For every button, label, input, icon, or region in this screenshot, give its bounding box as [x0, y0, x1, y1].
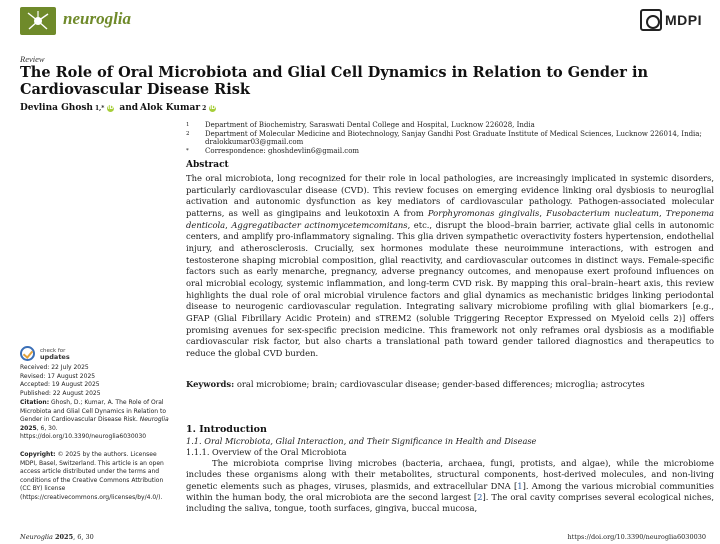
body-part: The microbiota comprise living microbes (bacteria, archaea, fungi, protists, and algae), while the microbiome includes these organisms along with their metabolites, structural components, host-derived molecules, and non-living genetic elements such as phages, viruses, plasmids, and extracellular DNA [: [186, 458, 714, 491]
species-name: Fusobacterium nucleatum: [546, 207, 659, 218]
copyright-block: [20, 451, 170, 503]
citation-year: 2025: [20, 424, 37, 432]
citation-text: Ghosh, D.; Kumar, A. The Role of Oral Microbiota and Glial Cell Dynamics in Relation to Gender in Cardiovascular Disease Risk.: [20, 399, 167, 424]
body-paragraph: [186, 458, 714, 514]
citation-journal: Neuroglia: [139, 416, 169, 424]
reference-link[interactable]: 2: [477, 491, 483, 502]
orcid-icon[interactable]: iD: [107, 104, 114, 111]
section-heading: 1. Introduction: [186, 424, 267, 435]
subsection-heading: 1.1. Oral Microbiota, Glial Interaction, and Their Significance in Health and Disease: [186, 436, 537, 446]
footer-volume: , 6, 30: [73, 533, 94, 541]
affiliation-item: [186, 147, 706, 156]
abstract-part: ,: [539, 207, 547, 218]
author-name[interactable]: Alok Kumar: [140, 103, 201, 113]
affiliation-item: [186, 121, 706, 130]
abstract-part: ,: [225, 219, 232, 230]
citation-doi-link[interactable]: , 6, 30. https://doi.org/10.3390/neuroglia6030030: [20, 424, 147, 441]
copyright-label: Copyright:: [20, 451, 56, 458]
keywords-text: oral microbiome; brain; cardiovascular disease; gender-based differences; microglia; astrocytes: [236, 379, 645, 389]
author-affiliation-mark: 2: [202, 104, 207, 112]
publication-dates: [20, 364, 185, 398]
abstract-heading: Abstract: [186, 160, 229, 170]
footer-doi-link[interactable]: https://doi.org/10.3390/neuroglia6030030: [567, 533, 706, 541]
body-part: ]. Among the various microbial communities within the human body, the oral microbiota are the second largest [: [186, 480, 714, 502]
affiliation-mark: 1: [186, 122, 190, 128]
keywords: [186, 379, 714, 391]
body-part: ]. The oral cavity comprises several ecological niches, including the saliva, tongue, tooth surfaces, gingiva, buccal mucosa,: [186, 491, 714, 514]
check-updates-label: [40, 348, 70, 360]
author-list: [20, 103, 219, 113]
publisher-logo: [640, 9, 702, 31]
check-updates-icon: [20, 346, 35, 361]
copyright-text: © 2025 by the authors. Licensee MDPI, Basel, Switzerland. This article is an open access article distributed under the terms and conditions of the Creative Commons Attribution (CC BY) license (https://creativecommons.org/licenses/by/4.0/).: [20, 451, 164, 501]
article-title: The Role of Oral Microbiota and Glial Cell Dynamics in Relation to Gender in Cardiovascular Disease Risk: [20, 64, 648, 98]
check-for-updates-button[interactable]: [20, 346, 70, 361]
check-updates-top: check for: [40, 347, 66, 354]
journal-logo-icon: [20, 7, 56, 35]
author-affiliation-mark: 1,*: [94, 104, 105, 112]
date-published: Published: 22 August 2025: [20, 389, 101, 397]
date-revised: Revised: 17 August 2025: [20, 372, 96, 380]
species-name: Porphyromonas gingivalis: [427, 207, 540, 218]
date-received: Received: 22 July 2025: [20, 364, 89, 371]
abstract-text: [186, 173, 714, 360]
citation-block: [20, 399, 170, 442]
affiliations: [186, 121, 706, 155]
abstract-part: The oral microbiota, long recognized for their role in local pathologies, are increasingly implicated in systemic disorders, particularly cardiovascular disease (CVD). This review focuses on emerging evidence linking oral dysbiosis to neuroglial activation and autonomic dysfunction as key mediators of cardiovascular pathology. Pathogen-associated molecular patterns, as well as gingipains and leukotoxin A from: [186, 173, 714, 218]
species-name: Treponema denticola: [186, 207, 715, 230]
species-name: Aggregatibacter actinomycetemcomitans: [231, 219, 408, 230]
subsubsection-heading: 1.1.1. Overview of the Oral Microbiota: [186, 447, 347, 457]
correspondence-text: Correspondence: ghoshdevlin6@gmail.com: [205, 146, 360, 155]
keywords-label: Keywords:: [186, 379, 235, 389]
journal-header: [0, 0, 720, 44]
affiliation-item: [186, 130, 706, 147]
publisher-name: MDPI: [665, 12, 702, 28]
journal-name: neuroglia: [63, 9, 132, 28]
citation-label: Citation:: [20, 399, 50, 406]
date-accepted: Accepted: 19 August 2025: [20, 381, 100, 389]
mdpi-icon: [640, 9, 662, 31]
article-type: Review: [20, 54, 45, 64]
affiliation-text: Department of Biochemistry, Saraswati Dental College and Hospital, Lucknow 226028, India: [205, 121, 535, 129]
affiliation-mark: 2: [186, 130, 190, 137]
abstract-part: , etc., disrupt the blood–brain barrier, activate glial cells in autonomic centers, and amplify pro-inflammatory signaling. This glia driven sympathetic overactivity fosters hypertension, endothelial injury, and atherosclerosis. Crucially, sex hormones modulate these neuroimmune interactions, with estrogen and testosterone shaping microbial composition, glial reactivity, and cardiovascular outcomes in distinct ways. Female-specific factors such as early menarche, pregnancy, adverse pregnancy outcomes, and menopause exert profound influences on oral microbial ecology, systemic inflammation, and long-term CVD risk. By mapping this oral–brain–heart axis, this review highlights the dual role of oral microbial virulence factors and glial dynamics as mechanistic bridges linking periodontal disease to neurogenic cardiovascular regulation. Integrating salivary microbiome profiling with glial biomarkers [e.g., GFAP (Glial Fibrillary Acidic Protein) and sTREM2 (soluble Triggering Receptor Expressed on Myeloid cells 2)] offers promising avenues for sex-specific precision medicine. This framework not only reframes oral dysbiosis as a modifiable cardiovascular risk factor, but also charts a translational path toward gender tailored diagnostics and therapeutics to reduce the global CVD burden.: [186, 219, 714, 358]
affiliation-text: Department of Molecular Medicine and Biotechnology, Sanjay Gandhi Post Graduate Institute of Medical Sciences, Lucknow 226014, India; dralokkumar03@gmail.com: [205, 129, 702, 147]
author-name[interactable]: Devlina Ghosh: [20, 103, 93, 113]
author-connector: and: [119, 103, 139, 113]
reference-link[interactable]: 1: [517, 480, 523, 491]
orcid-icon[interactable]: iD: [209, 104, 216, 111]
footer-journal: Neuroglia: [20, 533, 53, 541]
footer-citation: [20, 533, 94, 541]
abstract-part: ,: [659, 207, 666, 218]
footer-year: 2025: [55, 533, 74, 541]
affiliation-mark: *: [186, 147, 189, 154]
check-updates-bottom: updates: [40, 352, 70, 361]
